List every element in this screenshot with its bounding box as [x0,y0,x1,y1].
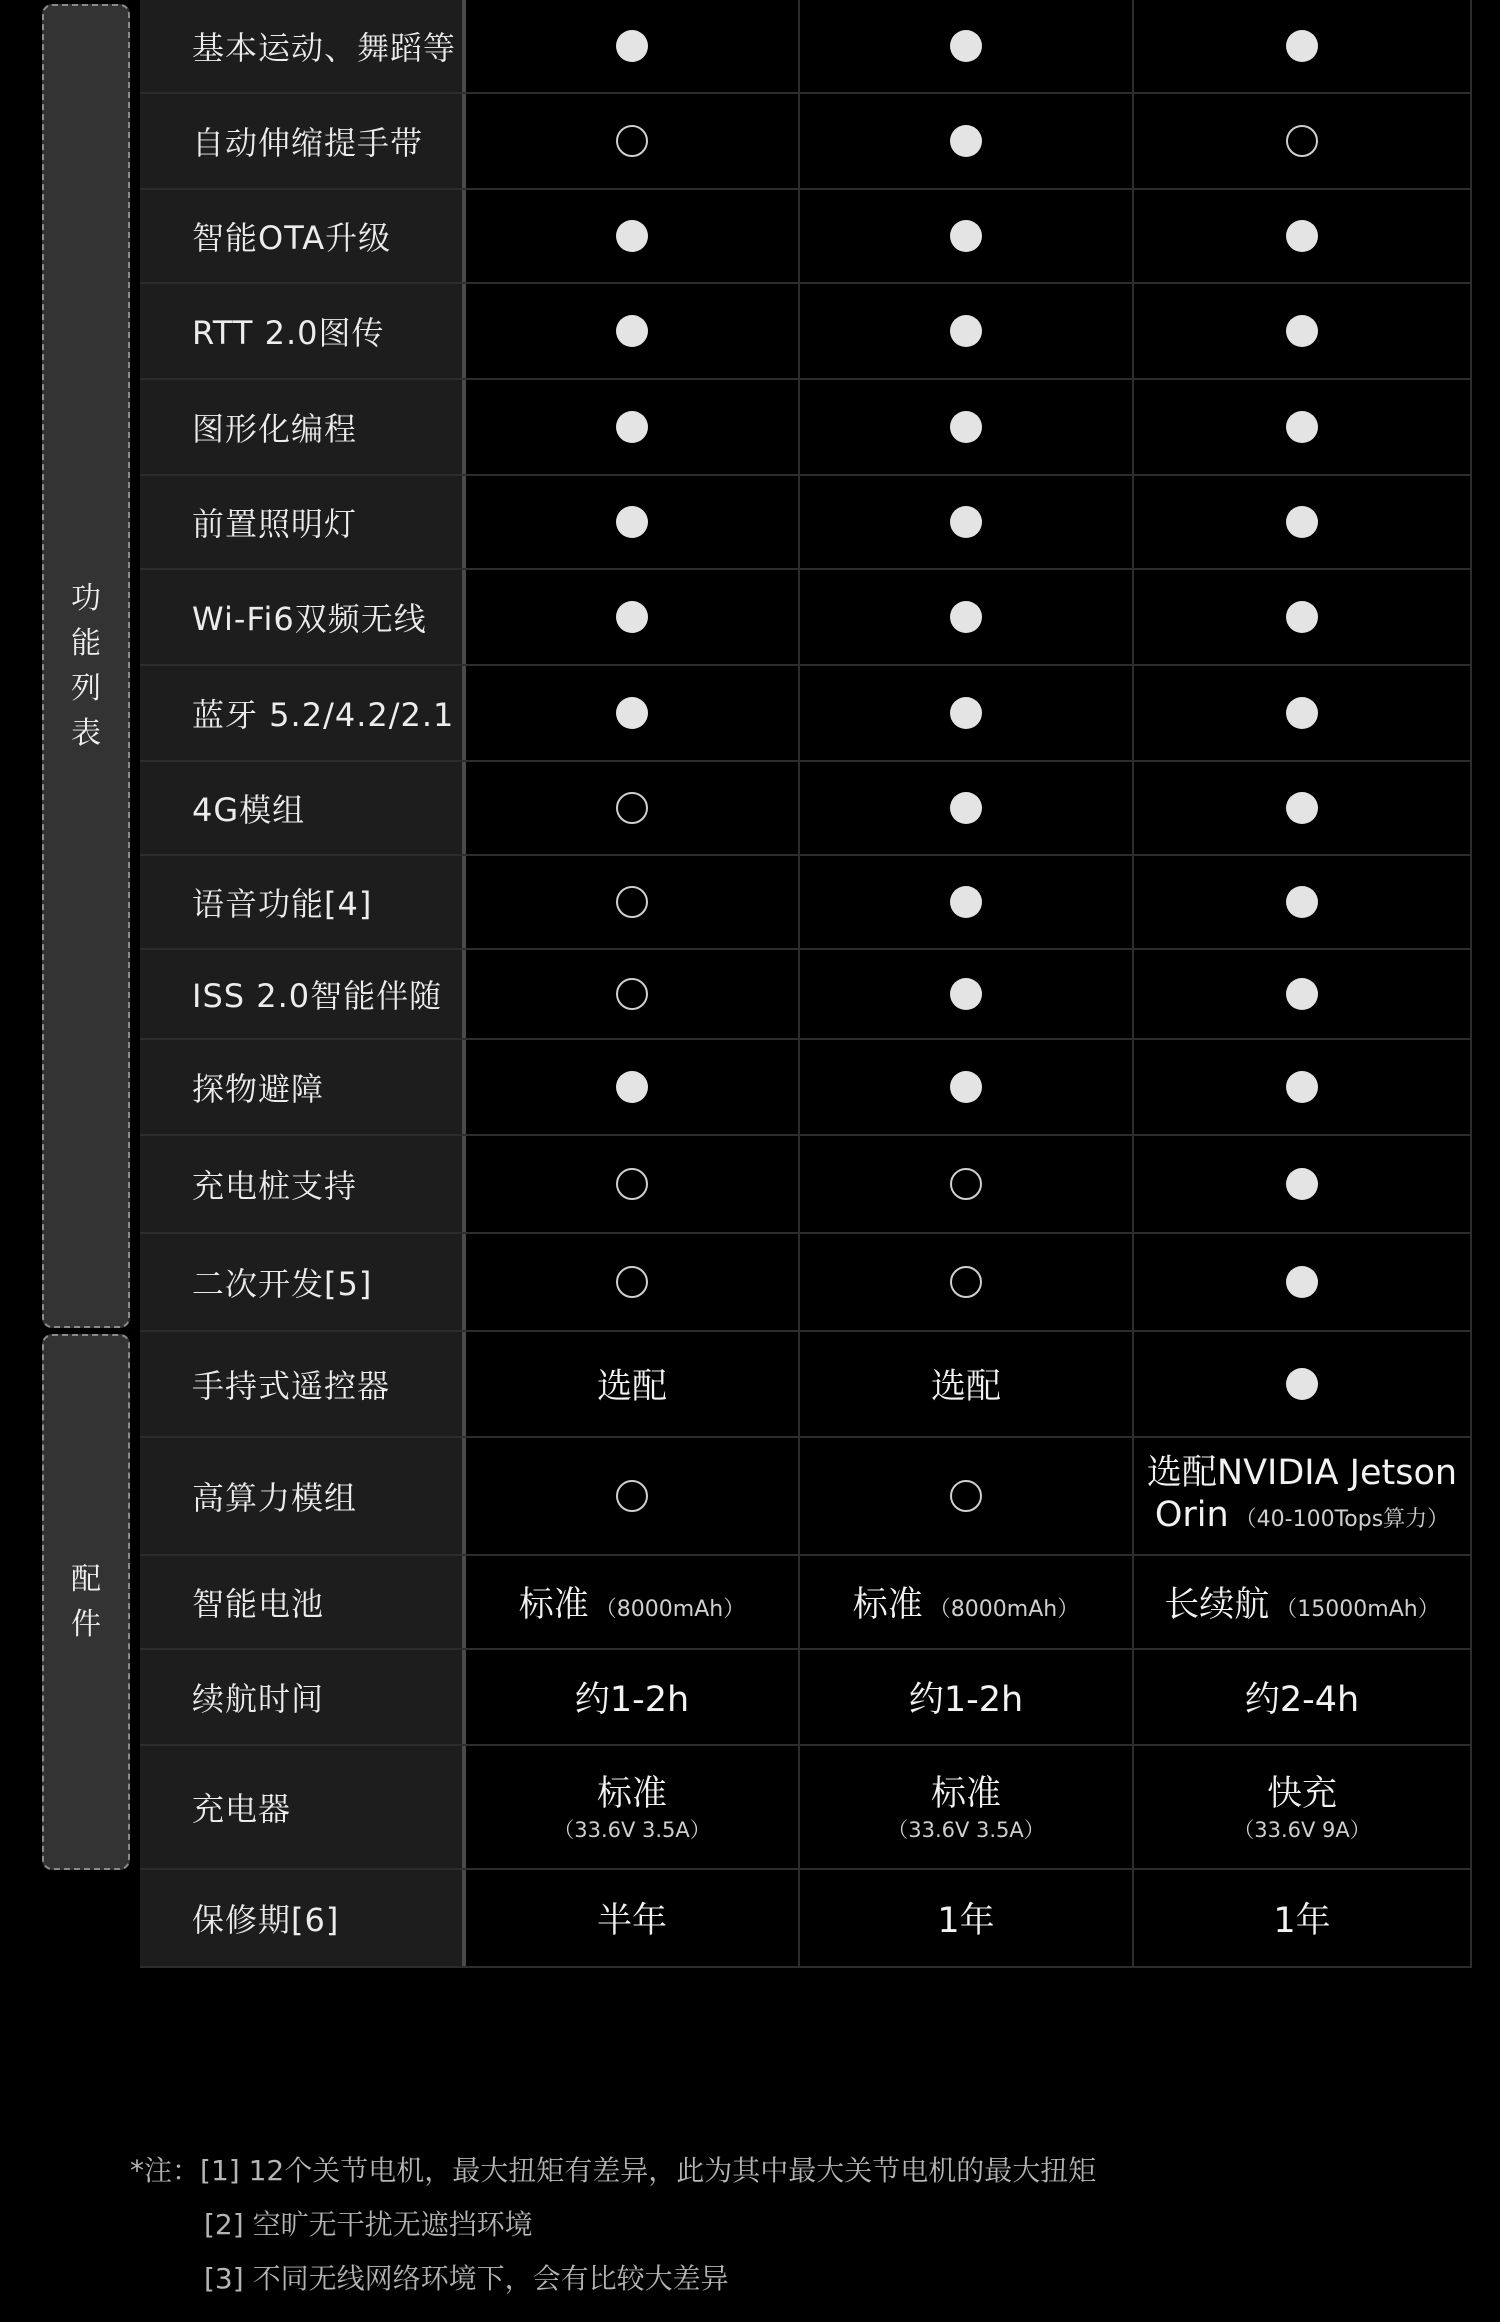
feature-name: 保修期[6] [140,1870,466,1966]
filled-circle-icon [616,1071,648,1103]
filled-circle-icon [950,697,982,729]
value-text: 选配 [596,1367,667,1407]
feature-name: 语音功能[4] [140,856,466,948]
model-value-cell [800,1332,1134,1436]
filled-circle-icon [1286,697,1318,729]
feature-name: 充电器 [140,1746,466,1868]
model-value-cell [466,666,800,760]
model-value-cell [466,570,800,664]
model-value-cell [1134,762,1472,854]
table-row [140,762,1472,856]
section-label-accessories-text [71,1557,101,1647]
value-subtext: （33.6V 9A） [1233,1818,1371,1842]
table-row [140,1650,1472,1746]
model-value-cell [1134,1746,1472,1868]
filled-circle-icon [616,220,648,252]
model-value-cell [466,476,800,568]
model-value-cell [1134,950,1472,1038]
filled-circle-icon [616,411,648,443]
value-text: 选配 [930,1367,1001,1407]
model-value-cell [800,570,1134,664]
footnote-line [130,2198,1096,2252]
feature-name: 手持式遥控器 [140,1332,466,1436]
value-text: 半年 [596,1901,667,1941]
model-value-cell [466,94,800,188]
model-value-cell [1134,190,1472,282]
model-value-cell [466,284,800,378]
table-row [140,1438,1472,1556]
empty-circle-icon [616,978,648,1010]
model-value-cell [466,1234,800,1330]
filled-circle-icon [1286,1071,1318,1103]
filled-circle-icon [1286,1368,1318,1400]
feature-name: 智能电池 [140,1556,466,1648]
table-row [140,1556,1472,1650]
filled-circle-icon [950,125,982,157]
model-value-cell [1134,856,1472,948]
feature-name: 探物避障 [140,1040,466,1134]
feature-name: ISS 2.0智能伴随 [140,950,466,1038]
model-value-cell [466,950,800,1038]
section-label-features-text [71,576,101,756]
feature-name: 智能OTA升级 [140,190,466,282]
value-text: 标准 [518,1585,589,1625]
model-value-cell [466,0,800,92]
feature-name: 4G模组 [140,762,466,854]
table-row [140,856,1472,950]
table-row [140,1040,1472,1136]
model-value-cell [1134,1870,1472,1966]
section-label-char: 件 [71,1607,101,1642]
model-value-cell [1134,0,1472,92]
model-value-cell [800,476,1134,568]
value-line [1273,1893,1330,1943]
model-value-cell [1134,380,1472,474]
model-value-cell [1134,1438,1472,1554]
value-line [597,1359,667,1409]
value-text: 1年 [1273,1901,1331,1941]
value-line [519,1577,745,1627]
value-note: （8000mAh） [928,1597,1080,1622]
filled-circle-icon [950,886,982,918]
model-value-cell [1134,666,1472,760]
filled-circle-icon [1286,30,1318,62]
value-text: 选配NVIDIA Jetson [1146,1452,1458,1493]
section-label-char: 表 [71,716,101,751]
value-text: 标准 [852,1585,923,1625]
model-value-cell [800,1136,1134,1232]
table-row [140,1746,1472,1870]
model-value-cell [466,1556,800,1648]
model-value-cell [800,1746,1134,1868]
filled-circle-icon [1286,1266,1318,1298]
comparison-table [140,0,1472,1968]
filled-circle-icon [1286,601,1318,633]
model-value-cell [1134,1136,1472,1232]
model-value-cell [466,856,800,948]
empty-circle-icon [1286,125,1318,157]
value-line [1245,1672,1359,1722]
section-label-char: 功 [71,581,101,616]
model-value-cell [466,1438,800,1554]
footnote-text: [1] 12个关节电机，最大扭矩有差异，此为其中最大关节电机的最大扭矩 [200,2154,1097,2187]
table-row [140,1234,1472,1332]
model-value-cell [800,1650,1134,1744]
value-text: 长续航 [1164,1585,1270,1625]
feature-name: 基本运动、舞蹈等 [140,0,466,92]
footnote-line [130,2252,1096,2306]
empty-circle-icon [616,792,648,824]
value-line [597,1893,667,1943]
table-row [140,1136,1472,1234]
value-line [1164,1577,1439,1627]
model-value-cell [1134,94,1472,188]
filled-circle-icon [950,792,982,824]
feature-name: 续航时间 [140,1650,466,1744]
value-text: 约2-4h [1244,1680,1360,1720]
empty-circle-icon [950,1168,982,1200]
filled-circle-icon [950,411,982,443]
model-value-cell [800,856,1134,948]
footnote-text: [3] 不同无线网络环境下，会有比较大差异 [204,2262,729,2295]
model-value-cell [466,1136,800,1232]
value-text: 1年 [937,1901,995,1941]
table-row [140,190,1472,284]
model-value-cell [800,1234,1134,1330]
filled-circle-icon [1286,506,1318,538]
table-row [140,476,1472,570]
model-value-cell [466,1746,800,1868]
footnote-text: [2] 空旷无干扰无遮挡环境 [204,2208,533,2241]
footnote-prefix: *注： [130,2154,201,2187]
empty-circle-icon [616,886,648,918]
filled-circle-icon [1286,792,1318,824]
filled-circle-icon [950,601,982,633]
model-value-cell [800,1438,1134,1554]
value-line [937,1893,994,1943]
feature-name: 充电桩支持 [140,1136,466,1232]
table-row [140,1870,1472,1968]
model-value-cell [1134,1332,1472,1436]
model-value-cell [800,284,1134,378]
model-value-cell [800,94,1134,188]
value-subtext: （33.6V 3.5A） [887,1818,1045,1842]
table-row [140,666,1472,762]
model-value-cell [800,0,1134,92]
model-value-cell [466,1332,800,1436]
filled-circle-icon [950,978,982,1010]
footnote-line [130,2144,1096,2198]
value-line [931,1359,1001,1409]
model-value-cell [466,1870,800,1966]
model-value-cell [1134,570,1472,664]
filled-circle-icon [616,697,648,729]
model-value-cell [1134,476,1472,568]
table-row [140,94,1472,190]
value-line [853,1577,1079,1627]
filled-circle-icon [1286,220,1318,252]
filled-circle-icon [1286,978,1318,1010]
model-value-cell [800,190,1134,282]
section-label-accessories [42,1334,130,1870]
empty-circle-icon [616,1266,648,1298]
feature-name: 图形化编程 [140,380,466,474]
value-text: 约1-2h [574,1680,690,1720]
value-text-continued: Orin [1154,1494,1229,1535]
feature-name: 二次开发[5] [140,1234,466,1330]
empty-circle-icon [616,1168,648,1200]
model-value-cell [1134,1040,1472,1134]
model-value-cell [800,1556,1134,1648]
filled-circle-icon [616,601,648,633]
filled-circle-icon [950,506,982,538]
empty-circle-icon [950,1480,982,1512]
model-value-cell [800,762,1134,854]
model-value-cell [466,1040,800,1134]
model-value-cell [466,1650,800,1744]
value-text: 标准 [596,1774,667,1814]
model-value-cell [1134,1556,1472,1648]
filled-circle-icon [1286,315,1318,347]
value-note: （40-100Tops算力） [1234,1506,1450,1532]
filled-circle-icon [950,220,982,252]
value-line [575,1672,689,1722]
filled-circle-icon [950,1071,982,1103]
filled-circle-icon [1286,886,1318,918]
model-value-cell [466,190,800,282]
section-label-features [42,4,130,1328]
table-row [140,380,1472,476]
feature-name: 自动伸缩提手带 [140,94,466,188]
model-value-cell [800,380,1134,474]
filled-circle-icon [616,315,648,347]
model-value-cell [1134,1650,1472,1744]
value-line [909,1672,1023,1722]
table-row [140,284,1472,380]
feature-name: 高算力模组 [140,1438,466,1554]
empty-circle-icon [616,125,648,157]
footnotes [130,2144,1096,2306]
filled-circle-icon [950,315,982,347]
empty-circle-icon [950,1266,982,1298]
feature-name: RTT 2.0图传 [140,284,466,378]
table-row [140,1332,1472,1438]
filled-circle-icon [616,30,648,62]
value-note: （15000mAh） [1275,1597,1440,1622]
table-row [140,570,1472,666]
value-subtext: （33.6V 3.5A） [553,1818,711,1842]
model-value-cell [1134,284,1472,378]
model-value-cell [800,1870,1134,1966]
value-text: 快充 [1266,1774,1337,1814]
feature-name: 前置照明灯 [140,476,466,568]
section-label-char: 配 [71,1562,101,1597]
model-value-cell [800,1040,1134,1134]
filled-circle-icon [1286,411,1318,443]
section-label-char: 列 [71,671,101,706]
section-label-char: 能 [71,626,101,661]
filled-circle-icon [616,506,648,538]
model-value-cell [1134,1234,1472,1330]
model-value-cell [466,380,800,474]
table-row [140,0,1472,94]
feature-name: 蓝牙 5.2/4.2/2.1 [140,666,466,760]
model-value-cell [466,762,800,854]
feature-name: Wi-Fi6双频无线 [140,570,466,664]
value-note: （8000mAh） [594,1597,746,1622]
value-text: 标准 [930,1774,1001,1814]
table-row [140,950,1472,1040]
filled-circle-icon [950,30,982,62]
model-value-cell [800,666,1134,760]
value-text: 约1-2h [908,1680,1024,1720]
value-text-line2 [1155,1494,1449,1541]
filled-circle-icon [1286,1168,1318,1200]
model-value-cell [800,950,1134,1038]
empty-circle-icon [616,1480,648,1512]
